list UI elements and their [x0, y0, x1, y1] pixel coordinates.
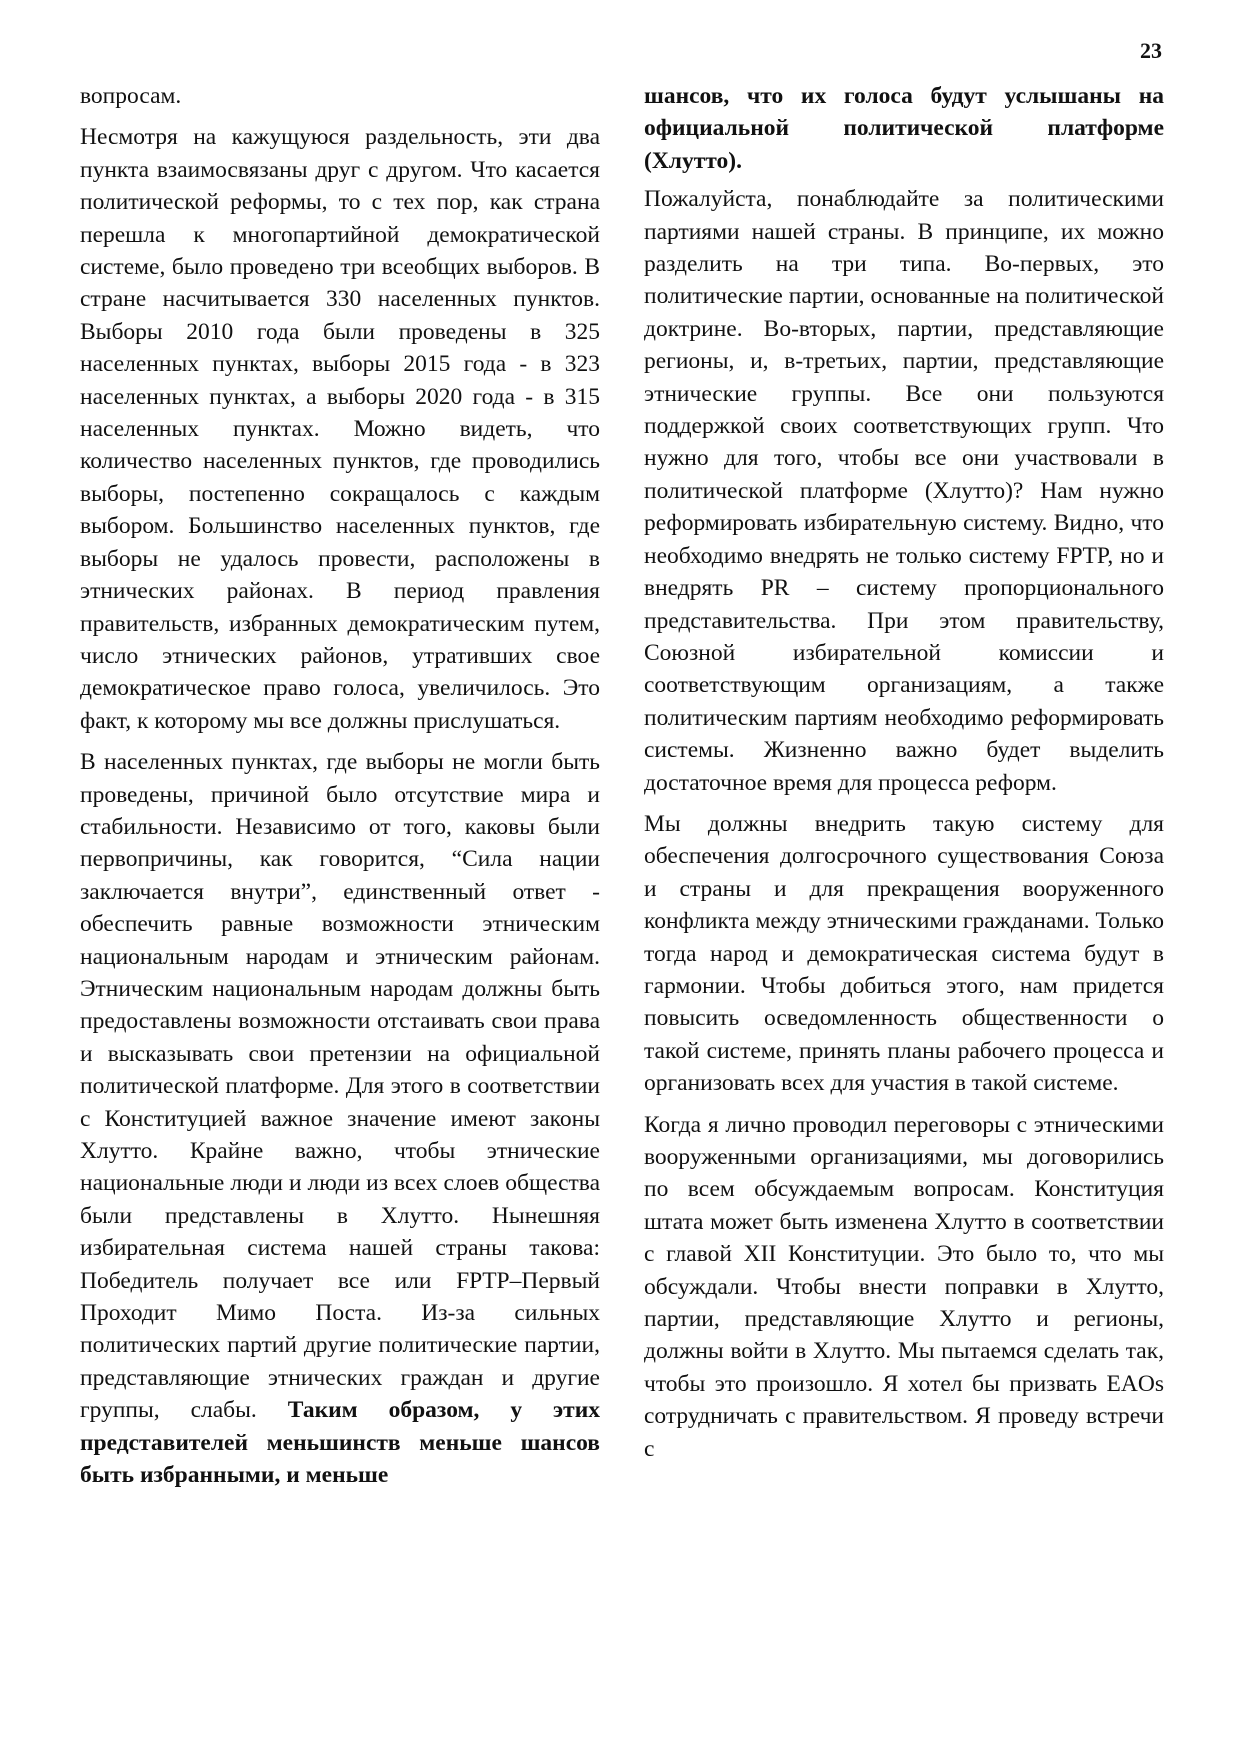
paragraph [80, 746, 600, 1491]
left-column [80, 80, 600, 1500]
bold-statement-continued: шансов, что их голоса будут услышаны на официальной политической платформе (Хлутто). [644, 83, 1164, 174]
right-column [644, 80, 1164, 1474]
paragraph: вопросам. [80, 83, 182, 109]
page-number: 23 [1140, 38, 1162, 63]
paragraph: Когда я лично проводил переговоры с этническими вооруженными организациями, мы договорились по всем обсуждаемым вопросам. Конституция штата может быть изменена Хлутто в соответствии с главой XII Конституции. Это было то, что мы обсуждали. Чтобы внести поправки в Хлутто, партии, представляющие Хлутто и регионы, должны войти в Хлутто. Мы пытаемся сделать так, чтобы это произошло. Я хотел бы призвать EAOs сотрудничать с правительством. Я проведу встречи с [644, 1111, 1164, 1462]
paragraph: Мы должны внедрить такую систему для обеспечения долгосрочного существования Союза и страны и для прекращения вооруженного конфликта между этническими гражданами. Только тогда народ и демократическая система будут в гармонии. Чтобы добиться этого, нам придется повысить осведомленность общественности о такой системе, принять планы рабочего процесса и организовать всех для участия в такой системе. [644, 810, 1164, 1097]
paragraph: Несмотря на кажущуюся раздельность, эти два пункта взаимосвязаны друг с другом. Что касается политической реформы, то с тех пор, как страна перешла к многопартийной демократической системе, было проведено три всеобщих выборов. В стране насчитывается 330 населенных пунктов. Выборы 2010 года были проведены в 325 населенных пунктах, выборы 2015 года - в 323 населенных пунктах, а выборы 2020 года - в 315 населенных пунктах. Можно видеть, что количество населенных пунктов, где проводились выборы, постепенно сокращалось с каждым выбором. Большинство населенных пунктов, где выборы не удалось провести, расположены в этнических районах. В период правления правительств, избранных демократическим путем, число этнических районов, утративших свое демократическое право голоса, увеличилось. Это факт, к которому мы все должны прислушаться. [80, 124, 600, 734]
paragraph: Пожалуйста, понаблюдайте за политическими партиями нашей страны. В принципе, их можно разделить на три типа. Во-первых, это политические партии, основанные на политической доктрине. Во-вторых, партии, представляющие регионы, и, в-третьих, партии, представляющие этнические группы. Все они пользуются поддержкой своих соответствующих групп. Что нужно для того, чтобы все они участвовали в политической платформе (Хлутто)? Нам нужно реформировать избирательную систему. Видно, что необходимо внедрять не только систему FPTP, но и внедрять PR – систему пропорционального представительства. При этом правительству, Союзной избирательной комиссии и соответствующим организациям, а также политическим партиям необходимо реформировать системы. Жизненно важно будет выделить достаточное время для процесса реформ. [644, 186, 1164, 796]
bold-statement: Таким образом, у этих представителей меньшинств меньше шансов быть избранными, и меньше [80, 1397, 601, 1489]
paragraph-text: В населенных пунктах, где выборы не могли быть проведены, причиной было отсутствие мира и стабильности. Независимо от того, каковы были первопричины, как говорится, “Сила нации заключается внутри”, единственный ответ - обеспечить равные возможности этническим национальным народам и этническим районам. Этническим национальным народам должны быть предоставлены возможности отстаивать свои права и высказывать свои претензии на официальной политической платформе. Для этого в соответствии с Конституцией важное значение имеют законы Хлутто. Крайне важно, чтобы этнические национальные люди и люди из всех слоев общества были представлены в Хлутто. Нынешняя избирательная система нашей страны такова: Победитель получает все или FPTP–Первый Проходит Мимо Поста. Из-за сильных политических партий другие политические партии, представляющие этнических граждан и другие группы, слабы. [80, 749, 600, 1424]
